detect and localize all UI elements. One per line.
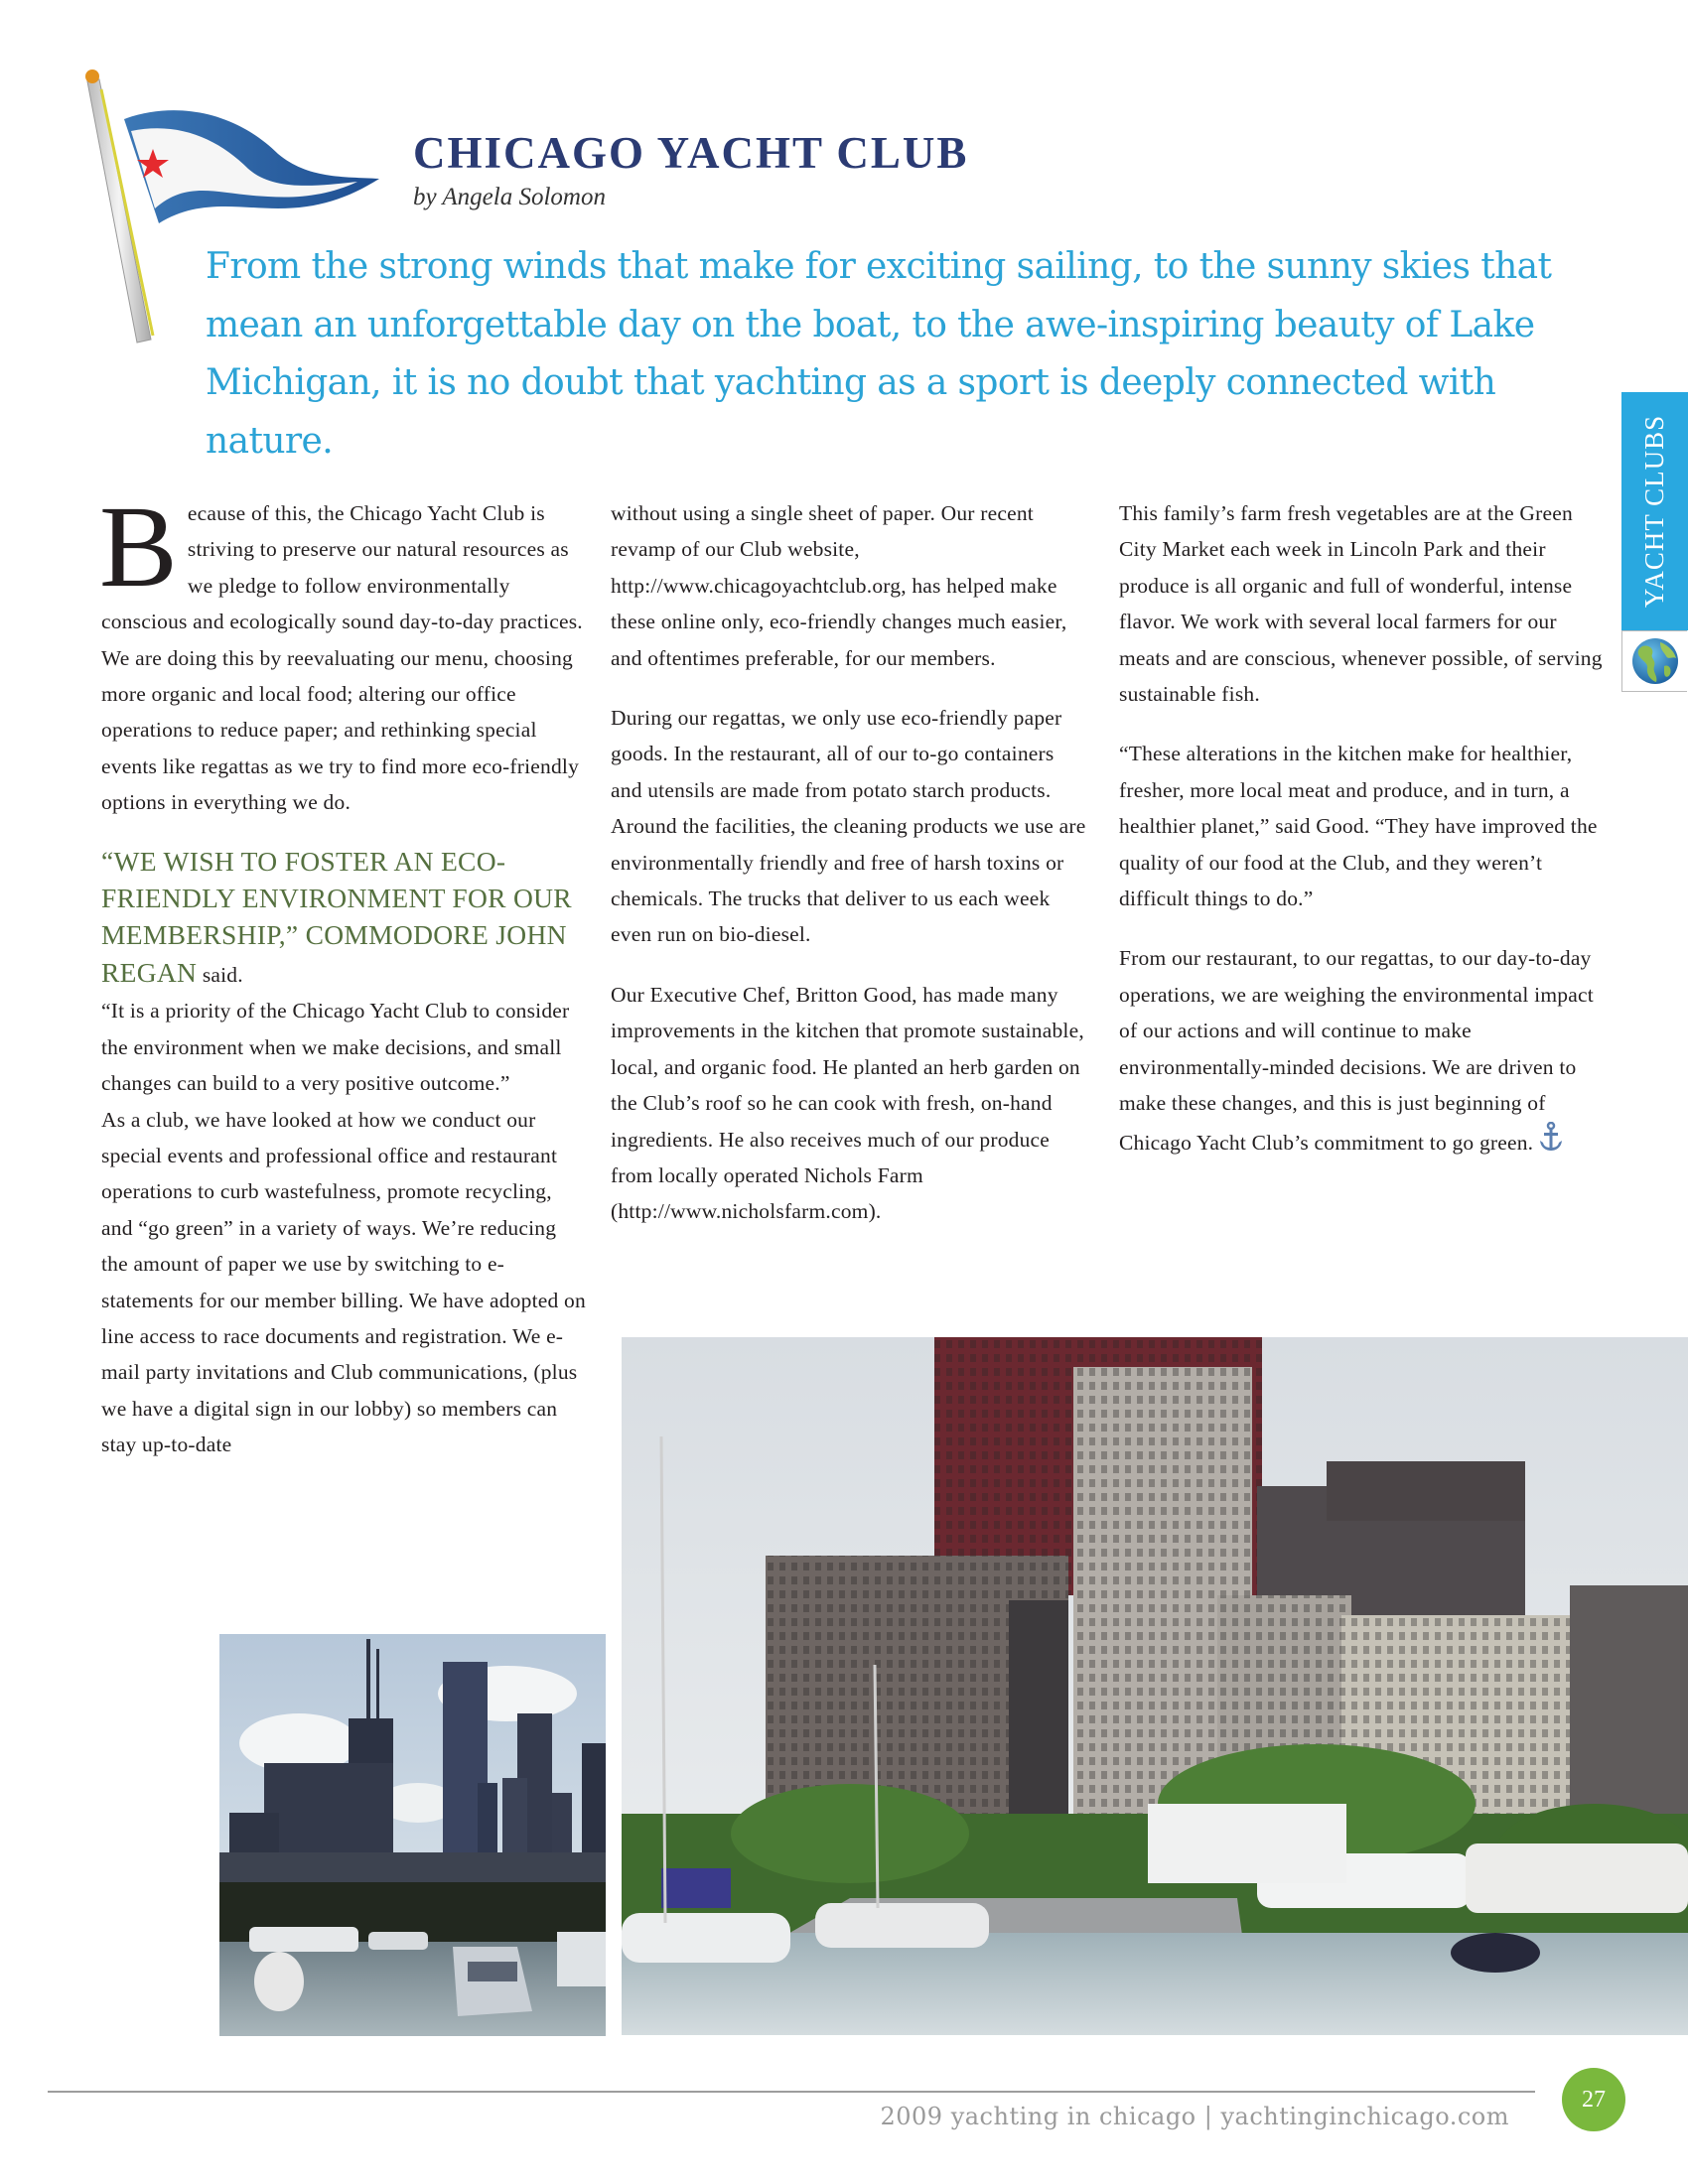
paragraph: Our Executive Chef, Britton Good, has made many improvements in the kitchen that promote sustainable, local, and organic food. He planted an herb garden on the Club’s roof so he can cook with fresh, on-hand ingredients. He also receives much of our produce from locally operated Nichols Farm (http://www.nicholsfarm.com).: [611, 982, 1084, 1224]
article-byline: by Angela Solomon: [413, 184, 606, 210]
anchor-icon: [1537, 1122, 1565, 1156]
paragraph-text: From our restaurant, to our regattas, to our day-to-day operations, we are weighing the environmental impact of our actions and will continue to make environmentally-minded decisions. We are driven to make these changes, and this is just beginning of Chicago Yacht Club’s commitment to go green.: [1119, 946, 1594, 1155]
section-tab-icon-box: [1621, 630, 1687, 692]
footer-publication: 2009 yachting in chicago | yachtinginchicago.com: [880, 2103, 1509, 2130]
pull-quote-said: said.: [202, 962, 243, 987]
footer-divider: [48, 2091, 1535, 2093]
section-tab: [1621, 392, 1688, 630]
article-title: CHICAGO YACHT CLUB: [413, 128, 969, 178]
paragraph: without using a single sheet of paper. Our recent revamp of our Club website, http://www.chicagoyachtclub.org, has helped make these online only, eco-friendly changes much easier, and oftentimes preferable, for our members.: [611, 501, 1067, 670]
photo-chicago-skyline: [219, 1634, 606, 2036]
globe-icon: [1630, 636, 1680, 686]
paragraph: [1119, 940, 1606, 1160]
article-column-3: [1119, 495, 1606, 1184]
photo-yacht-club-harbor: [622, 1337, 1688, 2035]
pull-quote-paragraph: [101, 845, 588, 1102]
drop-cap: B: [99, 481, 178, 612]
paragraph: “These alterations in the kitchen make for healthier, fresher, more local meat and produce, and in turn, a healthier planet,” said Good. “They have improved the quality of our food at the Club, and they weren’t difficult things to do.”: [1119, 742, 1598, 911]
lead-paragraph: From the strong winds that make for exciting sailing, to the sunny skies that mean an unforgettable day on the boat, to the awe-inspiring beauty of Lake Michigan, it is no doubt that yachting as a sport is deeply connected with nature.: [206, 246, 1552, 462]
page-number-badge: 27: [1562, 2068, 1625, 2131]
paragraph: As a club, we have looked at how we conduct our special events and professional office and restaurant operations to curb wastefulness, promote recycling, and “go green” in a variety of ways. We’re reducing the amount of paper we use by switching to e-statements for our member billing. We have adopted on line access to race documents and registration. We e-mail party invitations and Club communications, (plus we have a digital sign in our lobby) so members can stay up-to-date: [101, 1107, 586, 1457]
paragraph: During our regattas, we only use eco-friendly paper goods. In the restaurant, all of our to-go containers and utensils are made from potato starch products. Around the facilities, the cleaning products we use are environmentally friendly and free of harsh toxins or chemicals. The trucks that deliver to us each week even run on bio-diesel.: [611, 706, 1086, 947]
article-column-2: [611, 495, 1087, 1254]
paragraph-text: ecause of this, the Chicago Yacht Club is striving to preserve our natural resources as we pledge to follow environmentally conscious and ecologically sound day-to-day practices. We are doing this by reevaluating our menu, choosing more organic and local food; altering our office operations to reduce paper; and rethinking special events like regattas as we try to find more eco-friendly options in everything we do.: [101, 501, 583, 815]
paragraph-text: “It is a priority of the Chicago Yacht Club to consider the environment when we make decisions, and small changes can build to a very positive outcome.”: [101, 999, 570, 1096]
section-tab-label: YACHT CLUBS: [1639, 414, 1669, 609]
pull-quote: “WE WISH TO FOSTER AN ECO-FRIENDLY ENVIRONMENT FOR OUR MEMBERSHIP,” COMMODORE JOHN REGAN: [101, 845, 572, 988]
article-column-1: [99, 481, 588, 1487]
paragraph: This family’s farm fresh vegetables are at the Green City Market each week in Lincoln Park and their produce is all organic and full of wonderful, intense flavor. We work with several local farmers for our meats and are conscious, whenever possible, of serving sustainable fish.: [1119, 501, 1603, 707]
paragraph: [99, 481, 588, 821]
